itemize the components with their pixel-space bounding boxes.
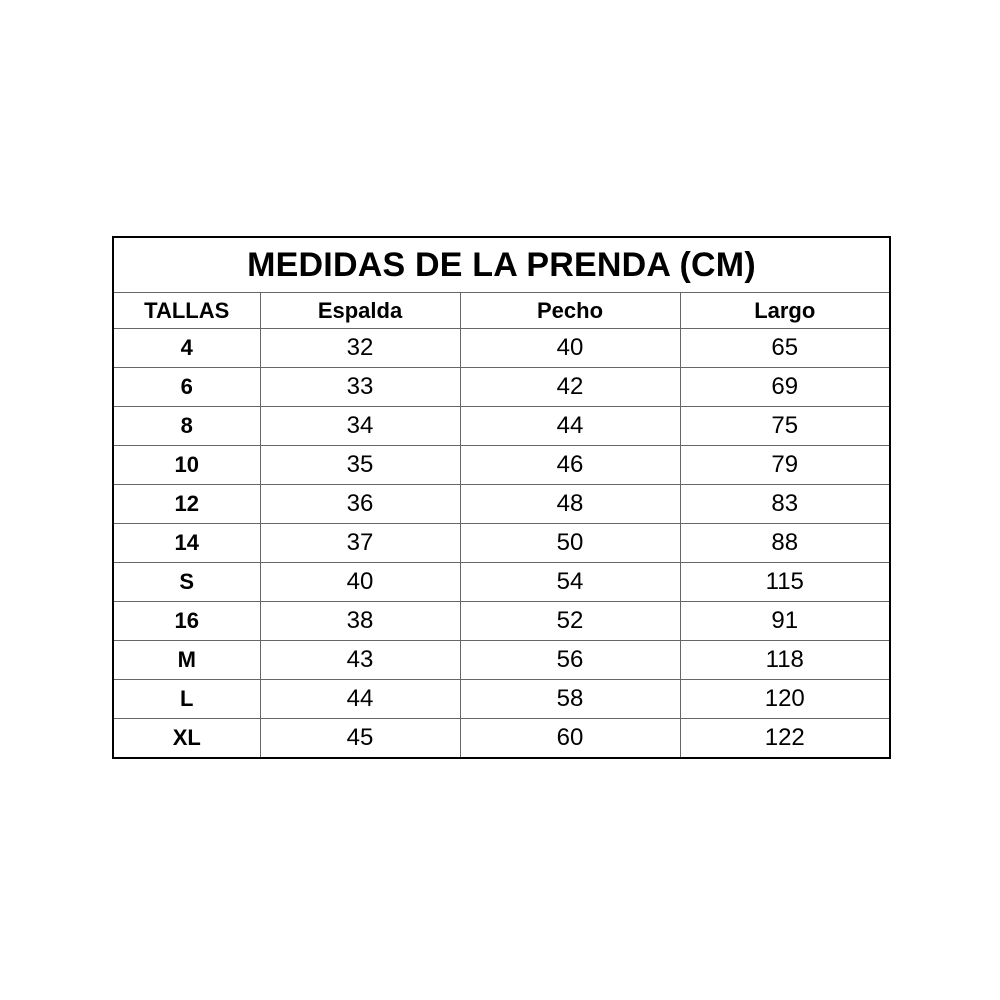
size-cell: 8 xyxy=(113,407,260,446)
table-row xyxy=(113,563,890,602)
espalda-cell: 45 xyxy=(260,719,460,759)
espalda-cell: 34 xyxy=(260,407,460,446)
largo-cell: 120 xyxy=(680,680,890,719)
espalda-cell: 40 xyxy=(260,563,460,602)
size-cell: 4 xyxy=(113,329,260,368)
table-row xyxy=(113,641,890,680)
largo-cell: 69 xyxy=(680,368,890,407)
pecho-cell: 40 xyxy=(460,329,680,368)
size-cell: XL xyxy=(113,719,260,759)
espalda-cell: 37 xyxy=(260,524,460,563)
size-chart-table xyxy=(112,236,891,759)
largo-cell: 122 xyxy=(680,719,890,759)
size-cell: S xyxy=(113,563,260,602)
size-cell: 16 xyxy=(113,602,260,641)
largo-cell: 79 xyxy=(680,446,890,485)
size-cell: M xyxy=(113,641,260,680)
header-espalda: Espalda xyxy=(260,293,460,329)
table-row xyxy=(113,719,890,759)
pecho-cell: 48 xyxy=(460,485,680,524)
size-cell: 12 xyxy=(113,485,260,524)
pecho-cell: 42 xyxy=(460,368,680,407)
header-pecho: Pecho xyxy=(460,293,680,329)
largo-cell: 65 xyxy=(680,329,890,368)
espalda-cell: 44 xyxy=(260,680,460,719)
header-row xyxy=(113,293,890,329)
size-cell: 6 xyxy=(113,368,260,407)
table-row xyxy=(113,329,890,368)
largo-cell: 118 xyxy=(680,641,890,680)
espalda-cell: 43 xyxy=(260,641,460,680)
pecho-cell: 52 xyxy=(460,602,680,641)
largo-cell: 88 xyxy=(680,524,890,563)
pecho-cell: 56 xyxy=(460,641,680,680)
pecho-cell: 50 xyxy=(460,524,680,563)
size-cell: 14 xyxy=(113,524,260,563)
largo-cell: 91 xyxy=(680,602,890,641)
espalda-cell: 33 xyxy=(260,368,460,407)
espalda-cell: 38 xyxy=(260,602,460,641)
table-row xyxy=(113,446,890,485)
size-cell: 10 xyxy=(113,446,260,485)
espalda-cell: 35 xyxy=(260,446,460,485)
pecho-cell: 46 xyxy=(460,446,680,485)
pecho-cell: 54 xyxy=(460,563,680,602)
espalda-cell: 32 xyxy=(260,329,460,368)
table-row xyxy=(113,602,890,641)
table-row xyxy=(113,368,890,407)
pecho-cell: 44 xyxy=(460,407,680,446)
espalda-cell: 36 xyxy=(260,485,460,524)
header-largo: Largo xyxy=(680,293,890,329)
size-cell: L xyxy=(113,680,260,719)
header-tallas: TALLAS xyxy=(113,293,260,329)
table-row xyxy=(113,407,890,446)
largo-cell: 75 xyxy=(680,407,890,446)
table-row xyxy=(113,524,890,563)
pecho-cell: 60 xyxy=(460,719,680,759)
title-row xyxy=(113,237,890,293)
largo-cell: 115 xyxy=(680,563,890,602)
table-row xyxy=(113,485,890,524)
pecho-cell: 58 xyxy=(460,680,680,719)
largo-cell: 83 xyxy=(680,485,890,524)
table-row xyxy=(113,680,890,719)
table-title: MEDIDAS DE LA PRENDA (CM) xyxy=(113,237,890,293)
